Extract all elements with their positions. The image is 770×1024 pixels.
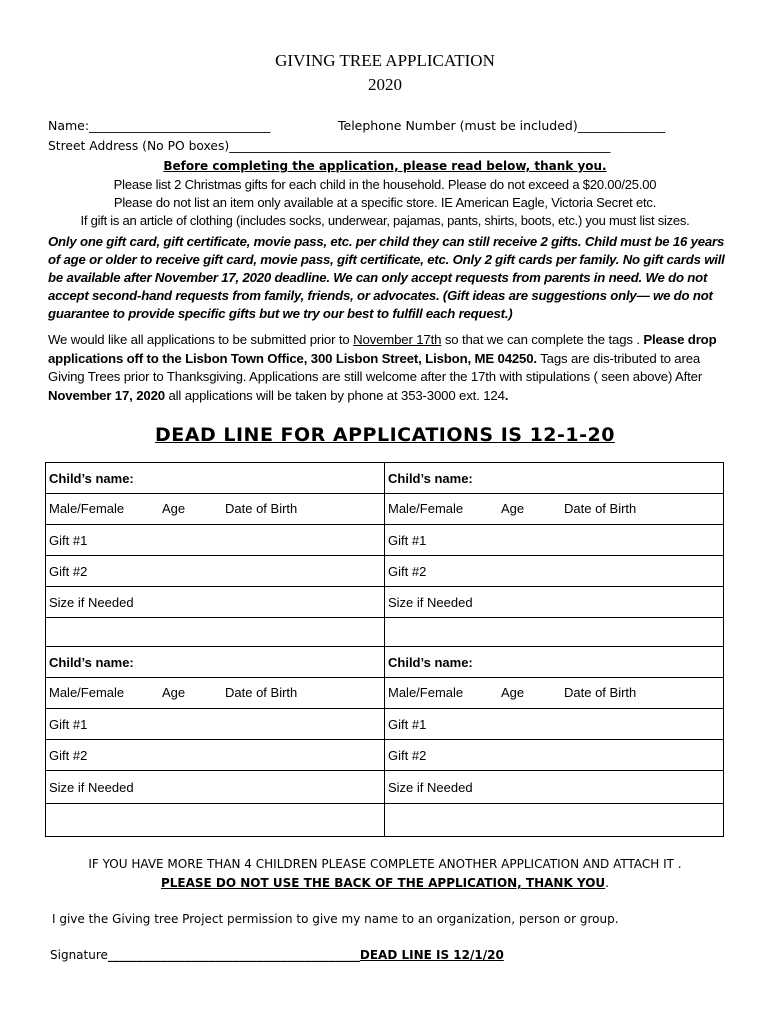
submit-date: November 17th (353, 332, 442, 347)
gender-age-dob-cell[interactable] (385, 678, 724, 709)
table-row (46, 587, 724, 618)
dob-label: Date of Birth (564, 685, 637, 700)
signature-deadline: DEAD LINE IS 12/1/20 (359, 948, 504, 962)
gender-age-dob-cell[interactable] (46, 678, 385, 709)
table-row (46, 525, 724, 556)
male-female-label: Male/Female (49, 685, 125, 700)
male-female-label: Male/Female (388, 685, 464, 700)
submit-text-4: all applications will be taken by phone at 353-3000 ext. 124 (164, 387, 505, 403)
name-field-label: Name:_____________________________ (48, 118, 271, 133)
instruction-line-2: Please do not list an item only available at a specific store. IE American Eagle, Victoria Secret etc. (113, 195, 657, 210)
dob-label: Date of Birth (564, 501, 637, 516)
permission-statement: I give the Giving tree Project permission to give my name to an organization, person or group. (52, 912, 619, 926)
instruction-line-3: If gift is an article of clothing (includes socks, underwear, pajamas, pants, shirts, boots, etc.) you must list sizes. (80, 213, 690, 228)
gift2-label: Gift #2 (388, 563, 427, 579)
gift1-cell[interactable] (385, 525, 724, 556)
age-label: Age (501, 685, 525, 700)
gift-card-policy: Only one gift card, gift certificate, movie pass, etc. per child they can still receive 2 gifts. Child must be 16 years of age or older to receive gift card, movie pass, gift certificate, etc. Only 2 gift cards per family. No gift cards will be available after November 17, 2020 deadline. We can only accept requests from parents in need. We do not accept second-hand requests from family, friends, or advocates. (Gift ideas are suggestions only— we do not guarantee to provide specific gifts but we try our best to fulfill each request.) (48, 234, 725, 321)
child-name-cell[interactable] (46, 647, 385, 678)
child-name-label: Child’s name: (388, 470, 473, 486)
table-row (46, 740, 724, 771)
table-row (46, 463, 724, 494)
submission-instructions (48, 331, 728, 405)
size-cell[interactable] (385, 771, 724, 804)
no-back-text: PLEASE DO NOT USE THE BACK OF THE APPLICATION, THANK YOU (160, 876, 606, 890)
size-cell[interactable] (385, 587, 724, 618)
table-row (46, 556, 724, 587)
drop-off-address: Please drop applications off to the Lisbon Town Office, 300 Lisbon Street, Lisbon, ME 04250. (48, 332, 717, 366)
table-row (46, 618, 724, 647)
size-label: Size if Needed (49, 594, 134, 610)
blank-cell[interactable] (46, 804, 385, 837)
size-label: Size if Needed (388, 779, 473, 795)
gift1-label: Gift #1 (49, 532, 88, 548)
page-year: 2020 (368, 75, 402, 94)
male-female-label: Male/Female (49, 501, 125, 516)
gift2-label: Gift #2 (49, 747, 88, 763)
gift1-label: Gift #1 (388, 716, 427, 732)
gift1-cell[interactable] (385, 709, 724, 740)
signature-label: Signature (50, 948, 108, 962)
male-female-label: Male/Female (388, 501, 464, 516)
gender-age-dob-cell[interactable] (385, 494, 724, 525)
table-row (46, 709, 724, 740)
child-name-label: Child’s name: (49, 654, 134, 670)
phone-field-label: Telephone Number (must be included)______________ (338, 118, 666, 133)
table-row (46, 647, 724, 678)
signature-line[interactable]: __________________________________________ (107, 948, 360, 962)
dob-label: Date of Birth (225, 685, 298, 700)
no-back-period: . (605, 876, 609, 890)
child-name-label: Child’s name: (49, 470, 134, 486)
child-name-label: Child’s name: (388, 654, 473, 670)
children-table (45, 462, 724, 837)
gift1-cell[interactable] (46, 525, 385, 556)
deadline-heading: DEAD LINE FOR APPLICATIONS IS 12-1-20 (155, 424, 615, 446)
signature-row (50, 948, 504, 962)
submit-text-end: . (504, 387, 509, 403)
instruction-line-1: Please list 2 Christmas gifts for each child in the household. Please do not exceed a $20.00/25.00 (113, 177, 657, 192)
table-row (46, 494, 724, 525)
gift2-label: Gift #2 (49, 563, 88, 579)
gift2-cell[interactable] (385, 740, 724, 771)
age-label: Age (162, 501, 186, 516)
dob-label: Date of Birth (225, 501, 298, 516)
submit-text-1: We would like all applications to be submitted prior to (48, 332, 354, 347)
table-row (46, 771, 724, 804)
submit-deadline-date: November 17, 2020 (48, 387, 165, 403)
gift1-cell[interactable] (46, 709, 385, 740)
blank-cell[interactable] (46, 618, 385, 647)
child-name-cell[interactable] (385, 647, 724, 678)
child-name-cell[interactable] (46, 463, 385, 494)
size-label: Size if Needed (49, 779, 134, 795)
table-row (46, 804, 724, 837)
blank-cell[interactable] (385, 804, 724, 837)
gift1-label: Gift #1 (49, 716, 88, 732)
gift2-cell[interactable] (46, 740, 385, 771)
age-label: Age (162, 685, 186, 700)
size-cell[interactable] (46, 771, 385, 804)
blank-cell[interactable] (385, 618, 724, 647)
gift2-cell[interactable] (46, 556, 385, 587)
gift2-cell[interactable] (385, 556, 724, 587)
read-below-note: Before completing the application, please read below, thank you. (163, 159, 607, 173)
no-back-note (0, 876, 770, 890)
age-label: Age (501, 501, 525, 516)
size-label: Size if Needed (388, 594, 473, 610)
gender-age-dob-cell[interactable] (46, 494, 385, 525)
street-field-label: Street Address (No PO boxes)______________________________________________________________ (48, 139, 611, 153)
gift1-label: Gift #1 (388, 532, 427, 548)
more-children-note: IF YOU HAVE MORE THAN 4 CHILDREN PLEASE COMPLETE ANOTHER APPLICATION AND ATTACH IT . (88, 857, 682, 871)
submit-text-3: Tags are dis-tributed to area Giving Trees prior to Thanksgiving. Applications are still welcome after the 17th with stipulations ( seen above) After (48, 350, 703, 384)
child-name-cell[interactable] (385, 463, 724, 494)
table-row (46, 678, 724, 709)
gift2-label: Gift #2 (388, 747, 427, 763)
page-title: GIVING TREE APPLICATION (275, 51, 495, 70)
size-cell[interactable] (46, 587, 385, 618)
submit-text-2: so that we can complete the tags . (441, 332, 644, 347)
